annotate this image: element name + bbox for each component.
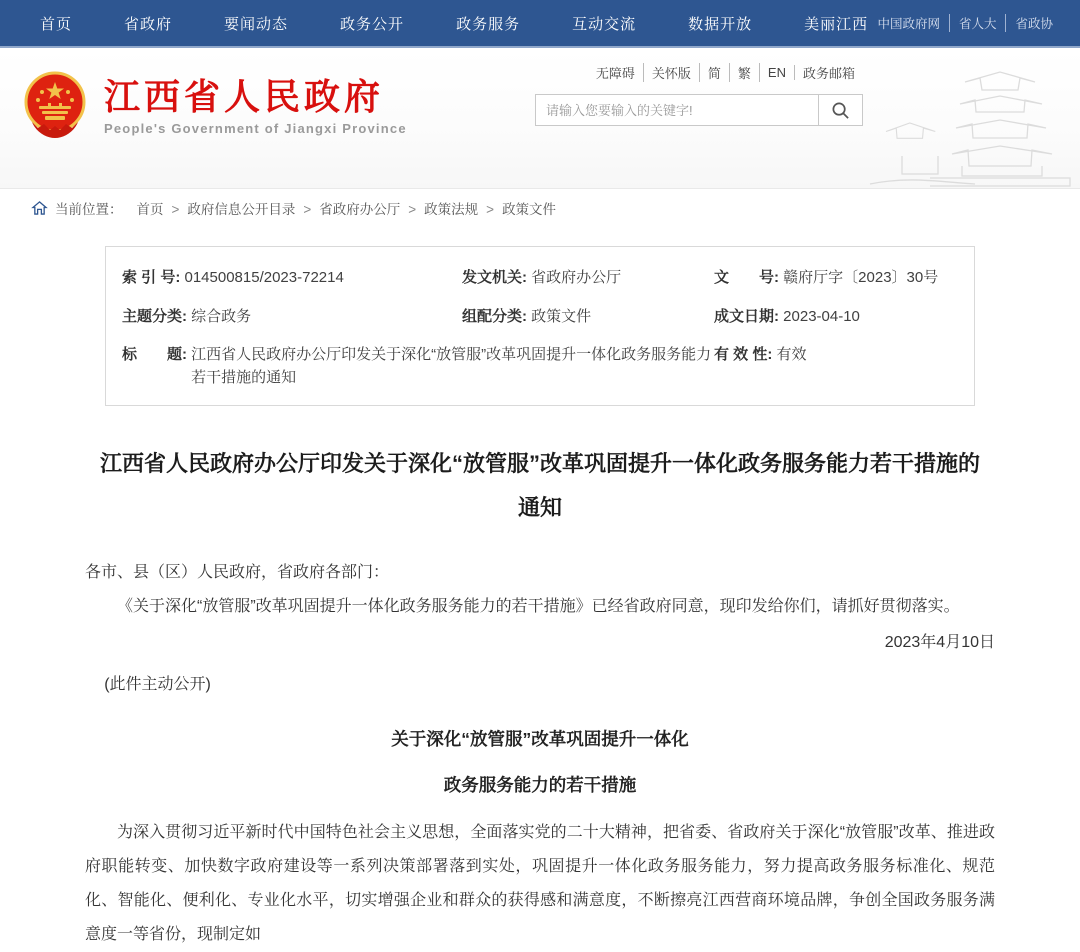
meta-group xyxy=(462,306,714,329)
nav-item-news[interactable]: 要闻动态 xyxy=(224,15,289,33)
nav-item-gov-disclosure[interactable]: 政务公开 xyxy=(340,15,405,33)
link-english[interactable]: EN xyxy=(760,65,795,80)
search-box xyxy=(535,94,863,126)
meta-date-label: 成文日期: xyxy=(714,307,784,325)
link-simplified[interactable]: 简 xyxy=(700,63,730,82)
main-nav xyxy=(40,13,868,34)
nav-item-open-data[interactable]: 数据开放 xyxy=(688,15,753,33)
meta-topic-value: 综合政务 xyxy=(191,307,252,325)
link-traditional[interactable]: 繁 xyxy=(730,63,760,82)
link-accessibility[interactable]: 无障碍 xyxy=(588,63,644,82)
meta-doc-no xyxy=(714,267,958,290)
site-title-block xyxy=(104,76,407,136)
nav-item-provincial-government[interactable]: 省政府 xyxy=(124,15,173,33)
nav-item-beautiful-jiangxi[interactable]: 美丽江西 xyxy=(804,15,869,33)
meta-index-no xyxy=(122,267,462,290)
disclosure-note: (此件主动公开) xyxy=(104,676,211,693)
meta-date-value: 2023-04-10 xyxy=(783,307,860,325)
meta-topic xyxy=(122,306,462,329)
page-content xyxy=(85,246,995,952)
search-button[interactable] xyxy=(818,95,862,125)
meta-index-no-value: 014500815/2023-72214 xyxy=(184,269,344,286)
crumb-home[interactable]: 首页 > xyxy=(137,198,188,218)
meta-validity-label: 有 效 性: xyxy=(714,346,777,363)
meta-validity xyxy=(714,344,958,389)
crumb-gov-info-catalog[interactable]: 政府信息公开目录 > xyxy=(187,198,319,218)
nav-item-interaction[interactable]: 互动交流 xyxy=(572,15,637,33)
link-provincial-cppcc[interactable]: 省政协 xyxy=(1015,17,1053,31)
meta-title xyxy=(122,344,714,389)
link-provincial-congress[interactable]: 省人大 xyxy=(950,14,1007,32)
pavilion-illustration xyxy=(870,60,1080,188)
crumb-policy-documents[interactable]: 政策文件 xyxy=(502,201,557,217)
site-title: 江西省人民政府 xyxy=(104,75,385,117)
attachment-title-line1: 关于深化“放管服”改革巩固提升一体化 xyxy=(391,729,689,749)
breadcrumb-label: 当前位置： xyxy=(55,201,123,217)
meta-issuer-value: 省政府办公厅 xyxy=(531,269,622,286)
link-china-gov[interactable]: 中国政府网 xyxy=(868,14,950,32)
meta-doc-no-value: 赣府厅字〔2023〕30号 xyxy=(783,269,939,286)
meta-date xyxy=(714,306,958,329)
site-header xyxy=(0,48,1080,188)
search-input[interactable] xyxy=(536,95,818,125)
meta-topic-label: 主题分类: xyxy=(122,307,192,325)
home-icon xyxy=(32,201,47,215)
document-date: 2023年4月10日 xyxy=(884,634,995,651)
site-brand[interactable] xyxy=(22,70,407,142)
body-paragraph-1: 《关于深化“放管服”改革巩固提升一体化政务服务能力的若干措施》已经省政府同意，现印发给你们，请抓好贯彻落实。 xyxy=(117,598,960,615)
meta-group-label: 组配分类: xyxy=(462,307,532,325)
meta-index-no-label: 索 引 号: xyxy=(122,269,185,286)
body-paragraph-2: 为深入贯彻习近平新时代中国特色社会主义思想，全面落实党的二十大精神，把省委、省政府关于深化“放管服”改革、推进政府职能转变、加快数字政府建设等一系列决策部署落到实处，巩固提升一体化政务服务能力，努力提高政务服务标准化、规范化、智能化、便利化、专业化水平，切实增强企业和群众的获得感和满意度，不断擦亮江西营商环境品牌，争创全国政务服务满意度一等省份，现制定如 xyxy=(85,824,995,943)
meta-issuer xyxy=(462,267,714,290)
crumb-policies-regulations[interactable]: 政策法规 > xyxy=(424,198,502,218)
crumb-general-office[interactable]: 省政府办公厅 > xyxy=(319,198,424,218)
link-gov-mail[interactable]: 政务邮箱 xyxy=(802,66,855,81)
salutation: 各市、县（区）人民政府，省政府各部门： xyxy=(85,564,390,581)
meta-doc-no-label: 文 号: xyxy=(714,269,784,286)
nav-item-gov-services[interactable]: 政务服务 xyxy=(456,15,521,33)
utility-links xyxy=(535,63,863,82)
external-links xyxy=(868,14,1062,32)
header-tools xyxy=(535,63,863,126)
document-body xyxy=(85,556,995,952)
attachment-title xyxy=(85,724,995,800)
site-subtitle: People's Government of Jiangxi Province xyxy=(104,121,407,137)
document-meta-table xyxy=(105,246,975,406)
link-care-version[interactable]: 关怀版 xyxy=(644,63,700,82)
meta-issuer-label: 发文机关: xyxy=(462,269,532,286)
meta-title-label: 标 题: xyxy=(122,346,192,363)
breadcrumb xyxy=(0,188,1080,226)
meta-validity-value: 有效 xyxy=(776,346,807,363)
search-icon xyxy=(831,101,850,120)
meta-title-value: 江西省人民政府办公厅印发关于深化“放管服”改革巩固提升一体化政务服务能力若干措施的通知 xyxy=(191,346,712,386)
document-title: 江西省人民政府办公厅印发关于深化“放管服”改革巩固提升一体化政务服务能力若干措施的通知 xyxy=(99,451,980,520)
top-navigation-bar xyxy=(0,0,1080,48)
national-emblem-icon xyxy=(22,70,88,142)
nav-item-home[interactable]: 首页 xyxy=(40,15,73,33)
attachment-title-line2: 政务服务能力的若干措施 xyxy=(443,775,637,795)
meta-group-value: 政策文件 xyxy=(531,307,592,325)
